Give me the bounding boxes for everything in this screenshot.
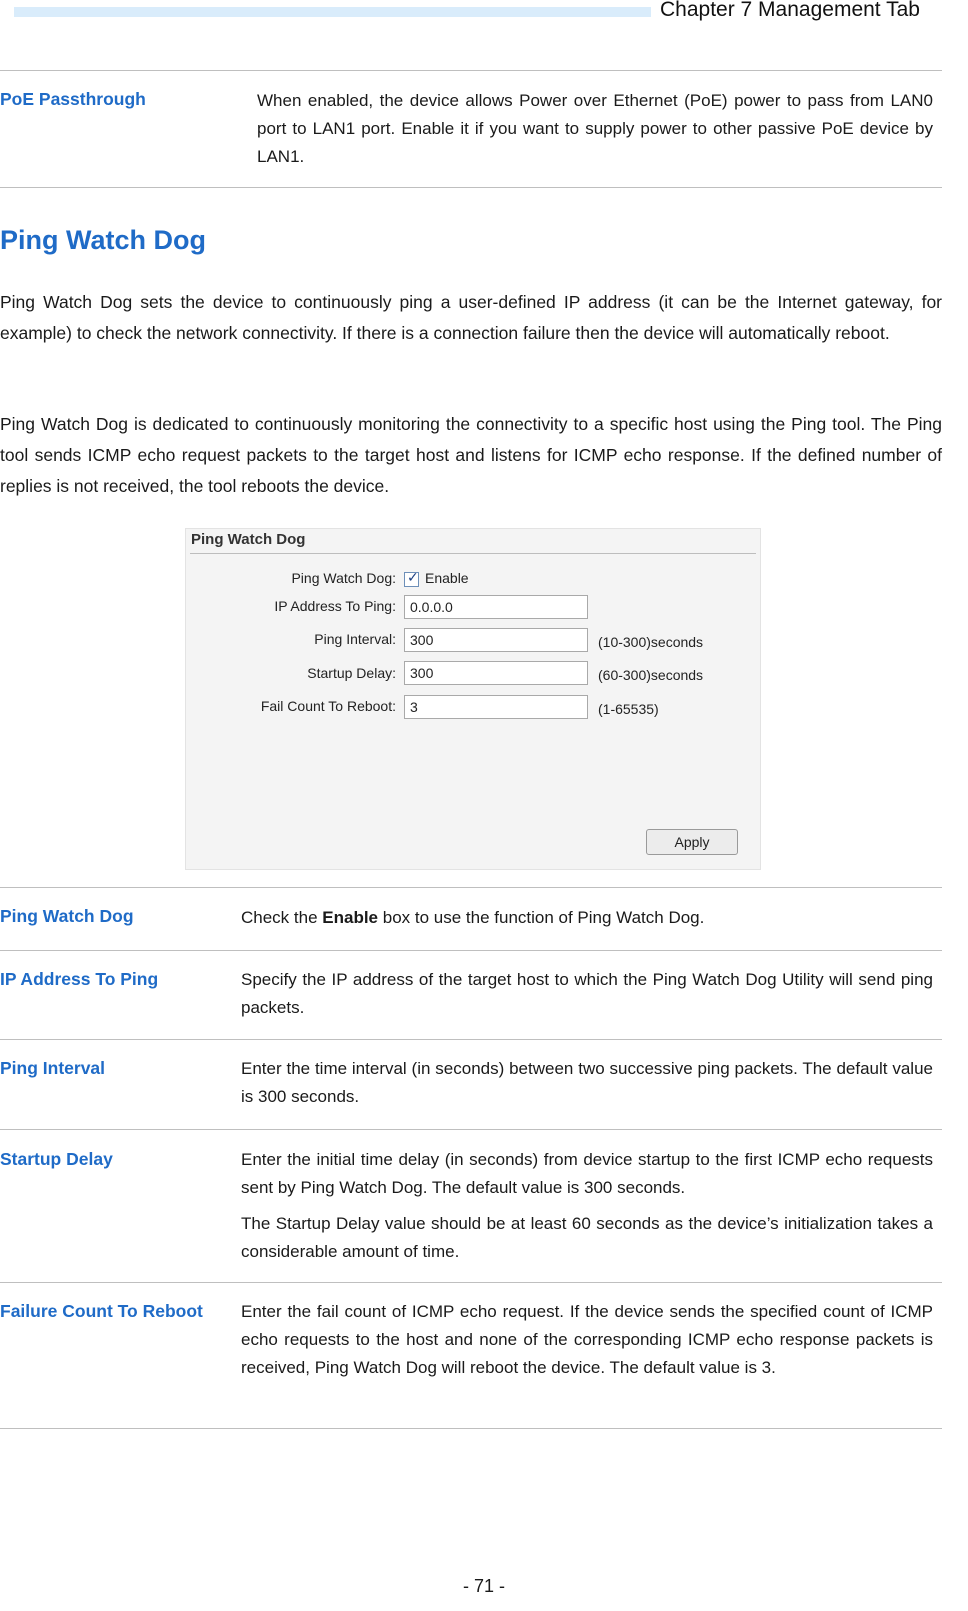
- header-bar: [14, 7, 651, 17]
- desc-text: Check the: [241, 908, 323, 927]
- startup-delay-input[interactable]: [404, 661, 588, 685]
- desc-text: The Startup Delay value should be at least 60 seconds as the device’s initialization takes a considerable amount of time.: [241, 1214, 933, 1261]
- panel-title-rule: [190, 553, 756, 554]
- startup-delay-label: Startup Delay:: [307, 665, 396, 681]
- table-rule: [0, 1282, 942, 1283]
- paragraph-text: Ping Watch Dog is dedicated to continuously monitoring the connectivity to a specific host using the Ping tool. The Ping tool sends ICMP echo request packets to the target host and listens for ICMP echo response. If the defined number of replies is not received, the tool reboots the device.: [0, 414, 942, 496]
- desc-ip-address-to-ping: [241, 966, 933, 1022]
- term-ping-interval: Ping Interval: [0, 1058, 106, 1078]
- desc-text: When enabled, the device allows Power over Ethernet (PoE) power to pass from LAN0 port to LAN1 port. Enable it if you want to supply power to other passive PoE device by LAN1.: [257, 91, 933, 166]
- ip-address-label: IP Address To Ping:: [274, 598, 396, 614]
- desc-ping-interval: [241, 1055, 933, 1111]
- fail-count-input[interactable]: [404, 695, 588, 719]
- term-poe-passthrough: PoE Passthrough: [0, 89, 146, 109]
- table-rule: [0, 1428, 942, 1429]
- desc-poe-passthrough: [257, 87, 933, 171]
- term-ping-watch-dog: Ping Watch Dog: [0, 906, 134, 926]
- table-rule: [0, 950, 942, 951]
- table-rule: [0, 1039, 942, 1040]
- page-number: - 71 -: [462, 1576, 505, 1596]
- desc-startup-delay: [241, 1146, 933, 1266]
- check-icon: ✓: [407, 569, 419, 585]
- enable-keyword: Enable: [322, 908, 379, 927]
- intro-paragraph-2: [0, 409, 942, 502]
- table-rule: [0, 187, 942, 188]
- desc-failure-count-to-reboot: [241, 1298, 933, 1382]
- desc-text: Specify the IP address of the target host to which the Ping Watch Dog Utility will send ping packets.: [241, 970, 933, 1017]
- ping-watchdog-screenshot: [185, 528, 761, 870]
- table-rule: [0, 1129, 942, 1130]
- ping-interval-input[interactable]: [404, 628, 588, 652]
- enable-checkbox-label[interactable]: Enable: [425, 570, 469, 586]
- paragraph-text: Ping Watch Dog sets the device to continuously ping a user-defined IP address (it can be the Internet gateway, for example) to check the network connectivity. If there is a connection failure then the device will automatically reboot.: [0, 292, 942, 343]
- fail-count-label: Fail Count To Reboot:: [260, 698, 396, 714]
- ping-interval-hint: (10-300)seconds: [598, 634, 704, 650]
- table-rule: [0, 887, 942, 888]
- term-ip-address-to-ping: IP Address To Ping: [0, 969, 159, 989]
- desc-text: box to use the function of Ping Watch Dog.: [378, 908, 705, 927]
- desc-text: Enter the fail count of ICMP echo request. If the device sends the specified count of ICMP echo requests to the host and none of the corresponding ICMP echo response packets is received, Ping Watch Dog will reboot the device. The default value is 3.: [241, 1302, 933, 1377]
- table-rule: [0, 70, 942, 71]
- ip-address-input[interactable]: [404, 595, 588, 619]
- ping-interval-label: Ping Interval:: [314, 631, 396, 647]
- desc-text: Enter the initial time delay (in seconds) from device startup to the first ICMP echo requests sent by Ping Watch Dog. The default value is 300 seconds.: [241, 1150, 933, 1197]
- intro-paragraph-1: [0, 287, 942, 349]
- chapter-title: Chapter 7 Management Tab: [660, 0, 920, 21]
- enable-label: Ping Watch Dog:: [291, 570, 396, 586]
- panel-title: Ping Watch Dog: [191, 531, 306, 548]
- term-failure-count-to-reboot: Failure Count To Reboot: [0, 1301, 203, 1321]
- desc-text: Enter the time interval (in seconds) between two successive ping packets. The default value is 300 seconds.: [241, 1059, 933, 1106]
- section-title: Ping Watch Dog: [0, 225, 206, 255]
- enable-checkbox[interactable]: [404, 569, 419, 587]
- desc-ping-watch-dog: [241, 904, 933, 932]
- startup-delay-hint: (60-300)seconds: [598, 667, 704, 683]
- apply-button[interactable]: Apply: [646, 829, 738, 855]
- fail-count-hint: (1-65535): [598, 701, 659, 717]
- term-startup-delay: Startup Delay: [0, 1149, 113, 1169]
